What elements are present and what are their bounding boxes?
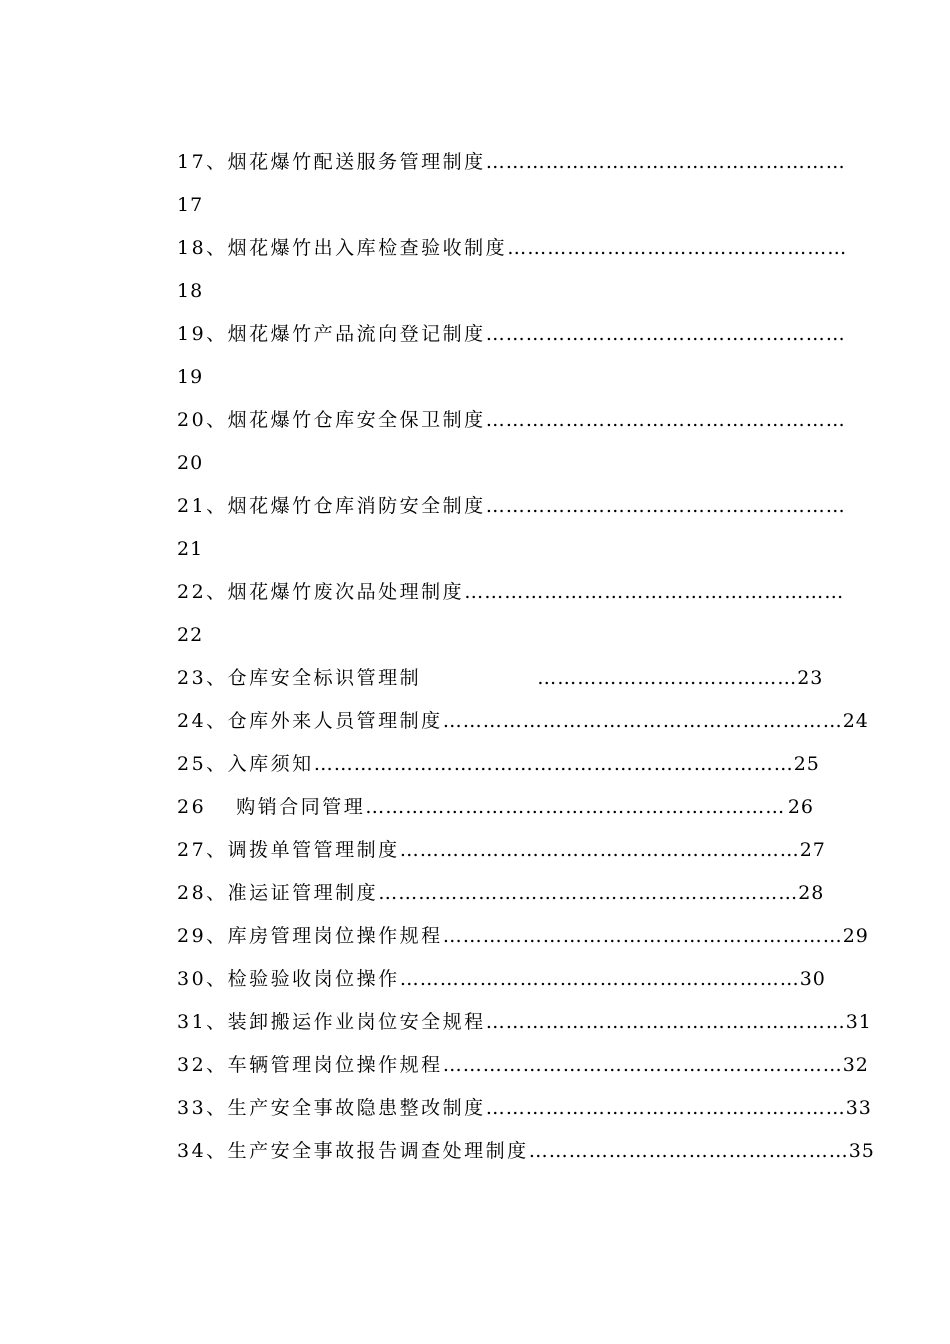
- toc-page-number: 19: [177, 366, 204, 388]
- toc-entry-title: 25、入库须知: [177, 753, 314, 775]
- toc-entry-title: 21、烟花爆竹仓库消防安全制度: [177, 495, 486, 517]
- toc-entry: [177, 872, 825, 915]
- toc-page-number: 27: [799, 839, 826, 861]
- toc-leader-dots: ………………………………………………: [485, 1097, 846, 1119]
- toc-entry: [177, 399, 846, 442]
- toc-leader-dots: ……………………………………………: [507, 237, 848, 259]
- toc-page-number: 25: [793, 753, 820, 775]
- toc-entry-title: 27、调拨单管管理制度: [177, 839, 400, 861]
- toc-leader-dots: ………………………………………………………: [365, 796, 786, 818]
- toc-page-number: 28: [798, 882, 825, 904]
- toc-entry-title: 19、烟花爆竹产品流向登记制度: [177, 323, 486, 345]
- toc-page-number: 24: [842, 710, 869, 732]
- toc-entry: [177, 700, 869, 743]
- toc-entry: [177, 915, 869, 958]
- toc-leader-dots: ………………………………………………: [485, 409, 846, 431]
- toc-entry-title: 28、准运证管理制度: [177, 882, 379, 904]
- toc-leader-dots: ………………………………………………: [485, 323, 846, 345]
- toc-page-number: 21: [177, 538, 204, 560]
- toc-page-number: 23: [797, 667, 824, 689]
- toc-page-number: 26: [787, 796, 814, 818]
- toc-entry: [177, 227, 848, 270]
- toc-entry-title: 29、库房管理岗位操作规程: [177, 925, 443, 947]
- toc-page-number: 35: [848, 1140, 875, 1162]
- toc-leader-dots: …………………………………………………: [464, 581, 845, 603]
- toc-leader-dots: ……………………………………………………: [399, 839, 800, 861]
- toc-leader-dots: ……………………………………………………: [399, 968, 800, 990]
- toc-page-number: 31: [845, 1011, 872, 1033]
- toc-page-number: 33: [845, 1097, 872, 1119]
- toc-page-number: 30: [799, 968, 826, 990]
- toc-entry: [177, 786, 814, 829]
- toc-leader-dots: ………………………………………………: [485, 151, 846, 173]
- toc-entry-title: 33、生产安全事故隐患整改制度: [177, 1097, 486, 1119]
- toc-entry: [177, 313, 846, 356]
- toc-entry-title: 18、烟花爆竹出入库检查验收制度: [177, 237, 508, 259]
- toc-leader-dots: ……………………………………………………: [442, 710, 843, 732]
- toc-entry-title: 22、烟花爆竹废次品处理制度: [177, 581, 465, 603]
- toc-entry-title: 23、仓库安全标识管理制: [177, 667, 422, 689]
- toc-entry-title: 20、烟花爆竹仓库安全保卫制度: [177, 409, 486, 431]
- toc-leader-dots: ………………………………………………: [485, 1011, 846, 1033]
- toc-leader-dots: …………………………………………: [528, 1140, 849, 1162]
- toc-entry: [177, 958, 826, 1001]
- toc-leader-dots: ……………………………………………………: [442, 1054, 843, 1076]
- toc-entry-title: 26 购销合同管理: [177, 796, 366, 818]
- table-of-contents: [177, 141, 875, 1173]
- toc-page-number: 29: [842, 925, 869, 947]
- toc-entry-title: 30、检验验收岗位操作: [177, 968, 400, 990]
- toc-entry-title: 31、装卸搬运作业岗位安全规程: [177, 1011, 486, 1033]
- toc-entry: [177, 1130, 875, 1173]
- toc-entry: [177, 485, 846, 528]
- toc-leader-dots: ………………………………………………………: [378, 882, 799, 904]
- toc-entry-title: 17、烟花爆竹配送服务管理制度: [177, 151, 486, 173]
- toc-leader-dots: ………………………………………………………………: [313, 753, 794, 775]
- toc-entry-title: 32、车辆管理岗位操作规程: [177, 1054, 443, 1076]
- toc-entry: [177, 1001, 872, 1044]
- toc-page-number: 20: [177, 452, 204, 474]
- toc-leader-dots: ……………………………………………………: [442, 925, 843, 947]
- toc-page-number: 32: [842, 1054, 869, 1076]
- toc-entry: [177, 657, 824, 700]
- toc-page-number: 22: [177, 624, 204, 646]
- toc-entry: [177, 1087, 872, 1130]
- toc-entry: [177, 743, 820, 786]
- toc-entry-title: 24、仓库外来人员管理制度: [177, 710, 443, 732]
- toc-entry: [177, 1044, 869, 1087]
- toc-entry: [177, 829, 826, 872]
- toc-entry: [177, 141, 846, 184]
- toc-page-number: 17: [177, 194, 204, 216]
- toc-entry: [177, 571, 845, 614]
- toc-leader-dots: …………………………………: [537, 667, 798, 689]
- toc-page-number: 18: [177, 280, 204, 302]
- toc-entry-title: 34、生产安全事故报告调查处理制度: [177, 1140, 529, 1162]
- toc-leader-dots: ………………………………………………: [485, 495, 846, 517]
